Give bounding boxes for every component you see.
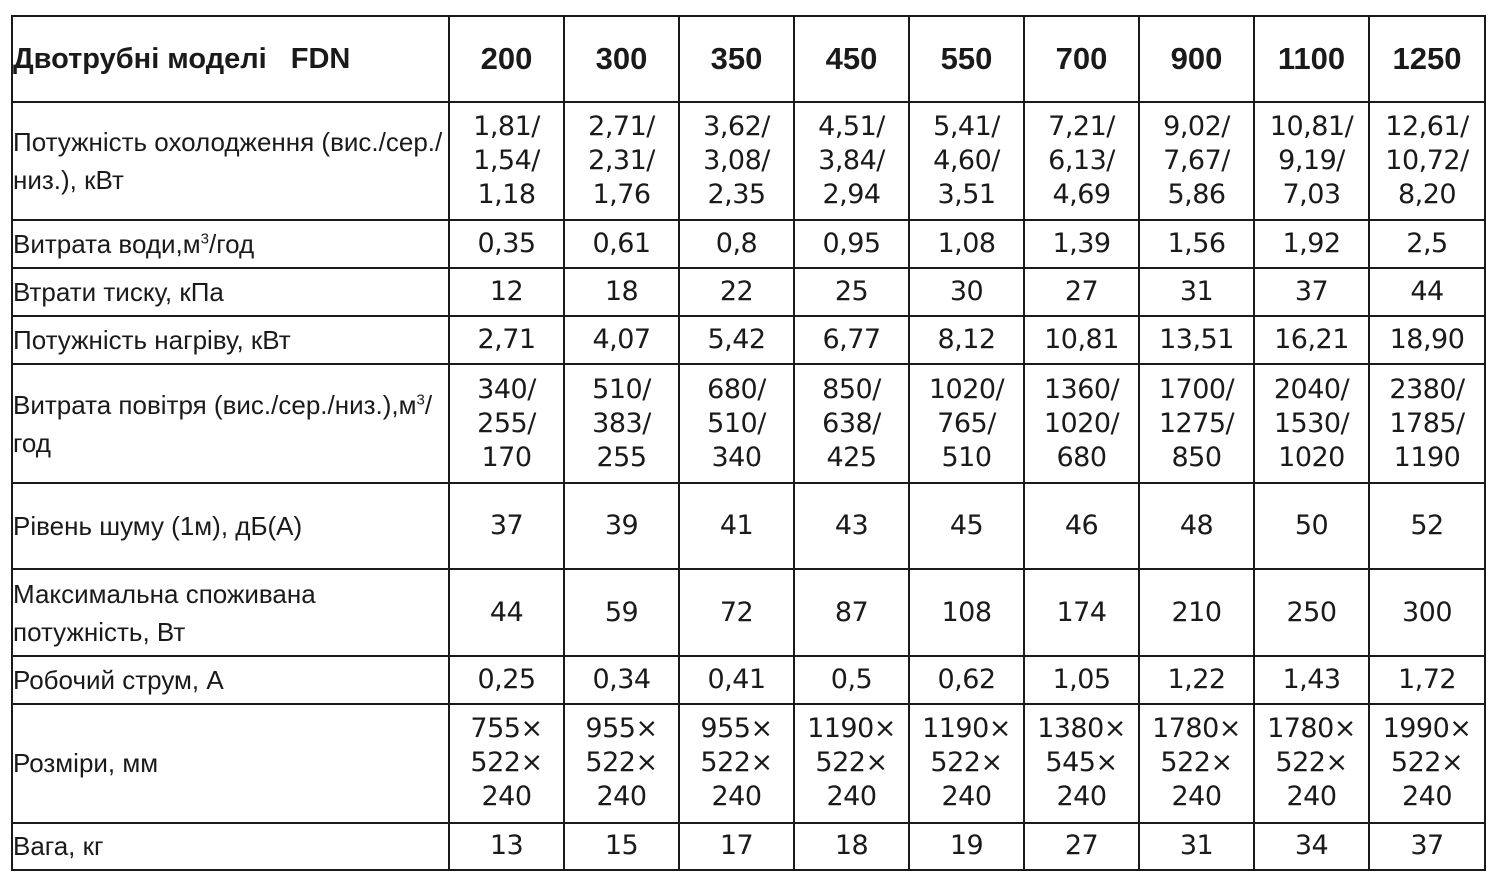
value-cell: 50	[1254, 483, 1369, 569]
row-label	[12, 483, 449, 569]
value-cell: 1780× 522× 240	[1254, 704, 1369, 823]
model-header: 1100	[1254, 16, 1369, 102]
table-row	[12, 656, 1485, 704]
row-label	[12, 316, 449, 364]
value-cell: 300	[1369, 569, 1485, 655]
row-label-text: Потужність охолодження (вис./сер./низ.), кВт	[13, 126, 443, 195]
row-label	[12, 569, 449, 655]
value-cell: 1700/ 1275/ 850	[1139, 364, 1254, 483]
value-cell: 0,34	[564, 656, 679, 704]
row-label-text: Витрата води,м	[13, 228, 201, 259]
value-cell: 1020/ 765/ 510	[909, 364, 1024, 483]
value-cell: 37	[1369, 823, 1485, 870]
value-cell: 955× 522× 240	[679, 704, 794, 823]
value-cell: 174	[1024, 569, 1139, 655]
value-cell: 8,12	[909, 316, 1024, 364]
value-cell: 0,95	[794, 220, 909, 268]
value-cell: 1360/ 1020/ 680	[1024, 364, 1139, 483]
value-cell: 52	[1369, 483, 1485, 569]
value-cell: 1,39	[1024, 220, 1139, 268]
value-cell: 37	[1254, 268, 1369, 316]
value-cell: 0,35	[449, 220, 564, 268]
row-label-text: Рівень шуму (1м), дБ(А)	[13, 511, 303, 542]
value-cell: 39	[564, 483, 679, 569]
table-row	[12, 268, 1485, 316]
row-label-tail: /год	[208, 228, 255, 259]
value-cell: 250	[1254, 569, 1369, 655]
value-cell: 1,81/ 1,54/ 1,18	[449, 102, 564, 220]
model-header: 350	[679, 16, 794, 102]
row-label-text: Максимальна споживана потужність, Вт	[13, 578, 316, 647]
value-cell: 22	[679, 268, 794, 316]
row-label-text: Робочий струм, А	[13, 664, 224, 695]
value-cell: 850/ 638/ 425	[794, 364, 909, 483]
row-label	[12, 268, 449, 316]
value-cell: 18	[564, 268, 679, 316]
table-row	[12, 823, 1485, 870]
corner-series: FDN	[290, 42, 351, 75]
value-cell: 31	[1139, 268, 1254, 316]
value-cell: 1780× 522× 240	[1139, 704, 1254, 823]
model-header: 200	[449, 16, 564, 102]
table-row	[12, 704, 1485, 823]
value-cell: 34	[1254, 823, 1369, 870]
value-cell: 44	[1369, 268, 1485, 316]
table-row	[12, 569, 1485, 655]
value-cell: 340/ 255/ 170	[449, 364, 564, 483]
value-cell: 1380× 545× 240	[1024, 704, 1139, 823]
value-cell: 43	[794, 483, 909, 569]
value-cell: 680/ 510/ 340	[679, 364, 794, 483]
value-cell: 1,92	[1254, 220, 1369, 268]
value-cell: 1,08	[909, 220, 1024, 268]
row-label	[12, 823, 449, 870]
value-cell: 0,8	[679, 220, 794, 268]
value-cell: 0,61	[564, 220, 679, 268]
value-cell: 1190× 522× 240	[794, 704, 909, 823]
value-cell: 0,25	[449, 656, 564, 704]
value-cell: 10,81	[1024, 316, 1139, 364]
value-cell: 3,62/ 3,08/ 2,35	[679, 102, 794, 220]
value-cell: 31	[1139, 823, 1254, 870]
model-header: 550	[909, 16, 1024, 102]
table-row	[12, 316, 1485, 364]
row-label-tail: /год	[13, 389, 433, 458]
row-label	[12, 364, 449, 483]
value-cell: 510/ 383/ 255	[564, 364, 679, 483]
value-cell: 48	[1139, 483, 1254, 569]
row-label-text: Потужність нагріву, кВт	[13, 325, 291, 356]
value-cell: 17	[679, 823, 794, 870]
row-label-text: Витрата повітря (вис./сер./низ.),м	[13, 389, 417, 420]
value-cell: 46	[1024, 483, 1139, 569]
value-cell: 955× 522× 240	[564, 704, 679, 823]
value-cell: 18	[794, 823, 909, 870]
model-header: 1250	[1369, 16, 1485, 102]
row-label	[12, 656, 449, 704]
value-cell: 5,41/ 4,60/ 3,51	[909, 102, 1024, 220]
value-cell: 7,21/ 6,13/ 4,69	[1024, 102, 1139, 220]
corner-header	[12, 16, 449, 102]
value-cell: 1,22	[1139, 656, 1254, 704]
value-cell: 25	[794, 268, 909, 316]
value-cell: 12	[449, 268, 564, 316]
value-cell: 4,07	[564, 316, 679, 364]
value-cell: 755× 522× 240	[449, 704, 564, 823]
model-header: 700	[1024, 16, 1139, 102]
value-cell: 210	[1139, 569, 1254, 655]
table-row	[12, 364, 1485, 483]
value-cell: 87	[794, 569, 909, 655]
value-cell: 1990× 522× 240	[1369, 704, 1485, 823]
header-row	[12, 16, 1485, 102]
row-label	[12, 220, 449, 268]
value-cell: 27	[1024, 268, 1139, 316]
value-cell: 0,5	[794, 656, 909, 704]
value-cell: 9,02/ 7,67/ 5,86	[1139, 102, 1254, 220]
value-cell: 6,77	[794, 316, 909, 364]
value-cell: 1,43	[1254, 656, 1369, 704]
value-cell: 37	[449, 483, 564, 569]
model-header: 900	[1139, 16, 1254, 102]
value-cell: 16,21	[1254, 316, 1369, 364]
row-label-superscript: 3	[416, 391, 425, 408]
value-cell: 108	[909, 569, 1024, 655]
value-cell: 19	[909, 823, 1024, 870]
value-cell: 27	[1024, 823, 1139, 870]
model-header: 300	[564, 16, 679, 102]
value-cell: 41	[679, 483, 794, 569]
value-cell: 2,71/ 2,31/ 1,76	[564, 102, 679, 220]
value-cell: 10,81/ 9,19/ 7,03	[1254, 102, 1369, 220]
model-header: 450	[794, 16, 909, 102]
value-cell: 4,51/ 3,84/ 2,94	[794, 102, 909, 220]
spec-table	[11, 15, 1486, 871]
value-cell: 2,5	[1369, 220, 1485, 268]
value-cell: 0,62	[909, 656, 1024, 704]
table-row	[12, 102, 1485, 220]
value-cell: 1,05	[1024, 656, 1139, 704]
value-cell: 1,72	[1369, 656, 1485, 704]
value-cell: 45	[909, 483, 1024, 569]
corner-title: Двотрубні моделі	[13, 42, 267, 75]
row-label-text: Розміри, мм	[13, 748, 159, 779]
value-cell: 18,90	[1369, 316, 1485, 364]
row-label-text: Вага, кг	[13, 831, 104, 862]
value-cell: 1,56	[1139, 220, 1254, 268]
value-cell: 2380/ 1785/ 1190	[1369, 364, 1485, 483]
value-cell: 44	[449, 569, 564, 655]
row-label-text: Втрати тиску, кПа	[13, 276, 224, 307]
row-label	[12, 704, 449, 823]
table-row	[12, 220, 1485, 268]
row-label	[12, 102, 449, 220]
table-row	[12, 483, 1485, 569]
value-cell: 1190× 522× 240	[909, 704, 1024, 823]
value-cell: 5,42	[679, 316, 794, 364]
value-cell: 2,71	[449, 316, 564, 364]
value-cell: 2040/ 1530/ 1020	[1254, 364, 1369, 483]
value-cell: 12,61/ 10,72/ 8,20	[1369, 102, 1485, 220]
value-cell: 15	[564, 823, 679, 870]
row-label-superscript: 3	[200, 230, 209, 248]
value-cell: 72	[679, 569, 794, 655]
value-cell: 0,41	[679, 656, 794, 704]
value-cell: 59	[564, 569, 679, 655]
value-cell: 13	[449, 823, 564, 870]
value-cell: 30	[909, 268, 1024, 316]
value-cell: 13,51	[1139, 316, 1254, 364]
